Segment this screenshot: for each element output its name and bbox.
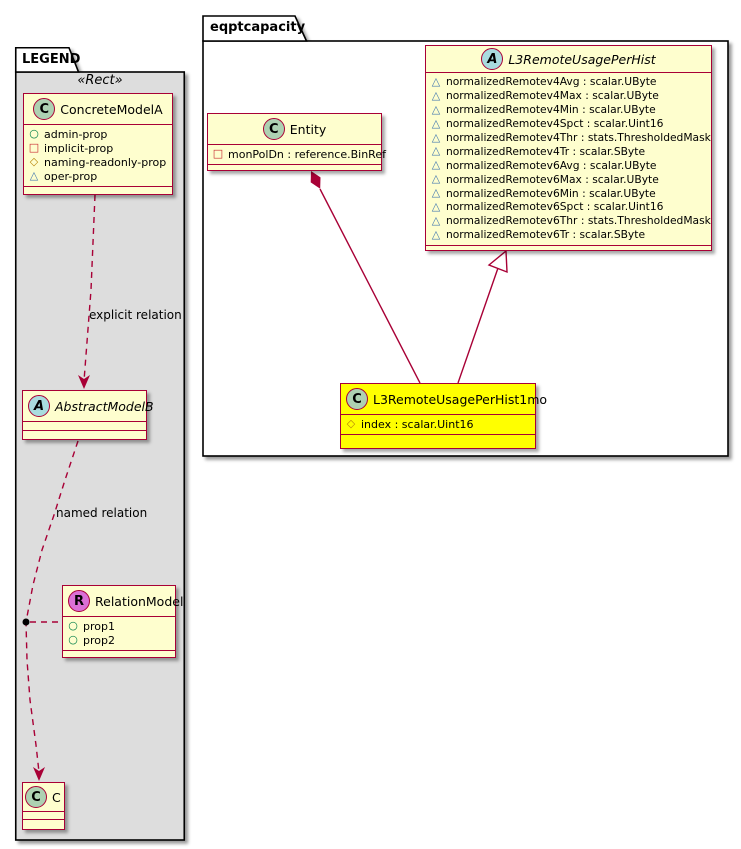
attributes-compartment: [63, 616, 175, 650]
attr-label: normalizedRemotev4Max : scalar.UByte: [446, 89, 659, 103]
methods-compartment: [23, 819, 64, 829]
attr-label: normalizedRemotev4Tr : scalar.SByte: [446, 144, 646, 158]
attr-label: normalizedRemotev6Thr : stats.ThresholdedMask: [446, 214, 711, 228]
class-c[interactable]: [22, 782, 65, 830]
attributes-compartment: [426, 72, 711, 245]
oper-prop-icon: △: [431, 158, 441, 172]
attr-label: monPolDn : reference.BinRef: [228, 147, 386, 161]
attr-row: [28, 127, 168, 141]
class-title-bar: [63, 586, 184, 616]
class-c-icon: C: [25, 786, 47, 808]
oper-prop-icon: △: [431, 144, 441, 158]
attributes-compartment: [208, 144, 386, 164]
admin-prop-icon: ○: [29, 127, 39, 140]
admin-prop-icon: ○: [68, 619, 78, 632]
methods-compartment: [63, 650, 175, 657]
class-title-bar: [23, 783, 64, 811]
oper-prop-icon: △: [431, 213, 441, 227]
naming-readonly-prop-icon: ◇: [29, 155, 39, 168]
attr-label: normalizedRemotev4Thr : stats.ThresholdedMask: [446, 131, 711, 144]
attr-row: [430, 117, 707, 131]
attr-label: normalizedRemotev6Tr : scalar.SByte: [446, 228, 646, 242]
attr-label: admin-prop: [44, 127, 108, 141]
methods-compartment: [24, 186, 172, 194]
attr-label: normalizedRemotev4Spct : scalar.Uint16: [446, 117, 664, 131]
attr-row: [212, 147, 386, 161]
oper-prop-icon: △: [431, 186, 441, 200]
implicit-prop-icon: □: [28, 141, 40, 154]
class-abstract-model-b[interactable]: [22, 390, 154, 440]
attr-row: [430, 158, 707, 172]
class-l3-remote-usage-per-hist[interactable]: [425, 45, 712, 251]
attr-row: [430, 89, 707, 103]
attr-row: [430, 172, 707, 186]
naming-readonly-prop-icon: ◇: [346, 417, 356, 430]
attr-label: prop1: [83, 619, 115, 633]
class-name: AbstractModelB: [55, 398, 154, 414]
class-a-icon: A: [481, 48, 503, 70]
class-title-bar: [24, 94, 172, 124]
oper-prop-icon: △: [29, 169, 39, 182]
attr-label: normalizedRemotev4Avg : scalar.UByte: [446, 75, 657, 89]
class-relation-model[interactable]: [62, 585, 184, 658]
attr-row: [430, 75, 707, 89]
class-title-bar: [23, 391, 154, 421]
rect-stereotype-label: «Rect»: [77, 73, 123, 88]
oper-prop-icon: △: [431, 74, 441, 88]
class-title-bar: [208, 114, 381, 144]
class-name: RelationModel: [95, 593, 184, 609]
attributes-compartment: [23, 421, 146, 430]
attr-label: naming-readonly-prop: [44, 155, 167, 169]
attr-row: [430, 200, 707, 214]
implicit-prop-icon: □: [212, 147, 224, 160]
attr-label: normalizedRemotev6Max : scalar.UByte: [446, 172, 659, 186]
methods-compartment: [341, 434, 535, 448]
oper-prop-icon: △: [431, 88, 441, 102]
eqptcapacity-package-title: eqptcapacity: [210, 20, 306, 35]
attr-row: [67, 619, 171, 633]
class-concrete-model-a[interactable]: [23, 93, 173, 195]
admin-prop-icon: ○: [68, 633, 78, 646]
attr-label: oper-prop: [44, 169, 98, 183]
attr-row: [430, 228, 707, 242]
legend-package-title: LEGEND: [22, 52, 81, 67]
class-name: L3RemoteUsagePerHist: [508, 51, 656, 67]
class-r-icon: R: [68, 590, 90, 612]
attr-row: [430, 186, 707, 200]
attr-label: normalizedRemotev6Avg : scalar.UByte: [446, 158, 657, 172]
oper-prop-icon: △: [431, 227, 441, 241]
attr-label: implicit-prop: [44, 141, 114, 155]
class-name: ConcreteModelA: [60, 101, 163, 117]
class-name: C: [52, 789, 61, 805]
oper-prop-icon: △: [431, 116, 441, 130]
named-relation-label: named relation: [56, 506, 148, 520]
explicit-relation-label: explicit relation: [89, 308, 182, 322]
oper-prop-icon: △: [431, 130, 441, 144]
attr-row: [28, 141, 168, 155]
class-l3-remote-usage-per-hist-1mo[interactable]: [340, 383, 548, 449]
methods-compartment: [23, 430, 146, 439]
attr-label: index : scalar.Uint16: [361, 417, 474, 431]
class-name: L3RemoteUsagePerHist1mo: [373, 391, 548, 407]
attr-row: [430, 103, 707, 117]
methods-compartment: [426, 245, 711, 250]
attr-row: [28, 169, 168, 183]
class-title-bar: [426, 46, 711, 72]
class-name: Entity: [289, 121, 327, 137]
attr-row: [430, 130, 711, 145]
oper-prop-icon: △: [431, 102, 441, 116]
attr-label: normalizedRemotev6Min : scalar.UByte: [446, 186, 656, 200]
attr-row: [28, 155, 168, 169]
oper-prop-icon: △: [431, 199, 441, 213]
attributes-compartment: [341, 414, 535, 434]
attr-label: normalizedRemotev4Min : scalar.UByte: [446, 103, 656, 117]
class-a-icon: A: [28, 395, 50, 417]
attributes-compartment: [23, 811, 64, 819]
junction-dot: [23, 619, 30, 626]
methods-compartment: [208, 164, 381, 170]
attr-row: [430, 144, 707, 158]
oper-prop-icon: △: [431, 172, 441, 186]
attr-row: [345, 417, 531, 431]
class-c-icon: C: [263, 118, 285, 140]
attr-row: [430, 213, 711, 228]
class-entity[interactable]: [207, 113, 386, 171]
attr-label: normalizedRemotev6Spct : scalar.Uint16: [446, 200, 664, 214]
attr-label: prop2: [83, 633, 115, 647]
attributes-compartment: [24, 124, 172, 186]
class-title-bar: [341, 384, 548, 414]
attr-row: [67, 633, 171, 647]
class-c-icon: C: [346, 388, 368, 410]
class-c-icon: C: [33, 98, 55, 120]
